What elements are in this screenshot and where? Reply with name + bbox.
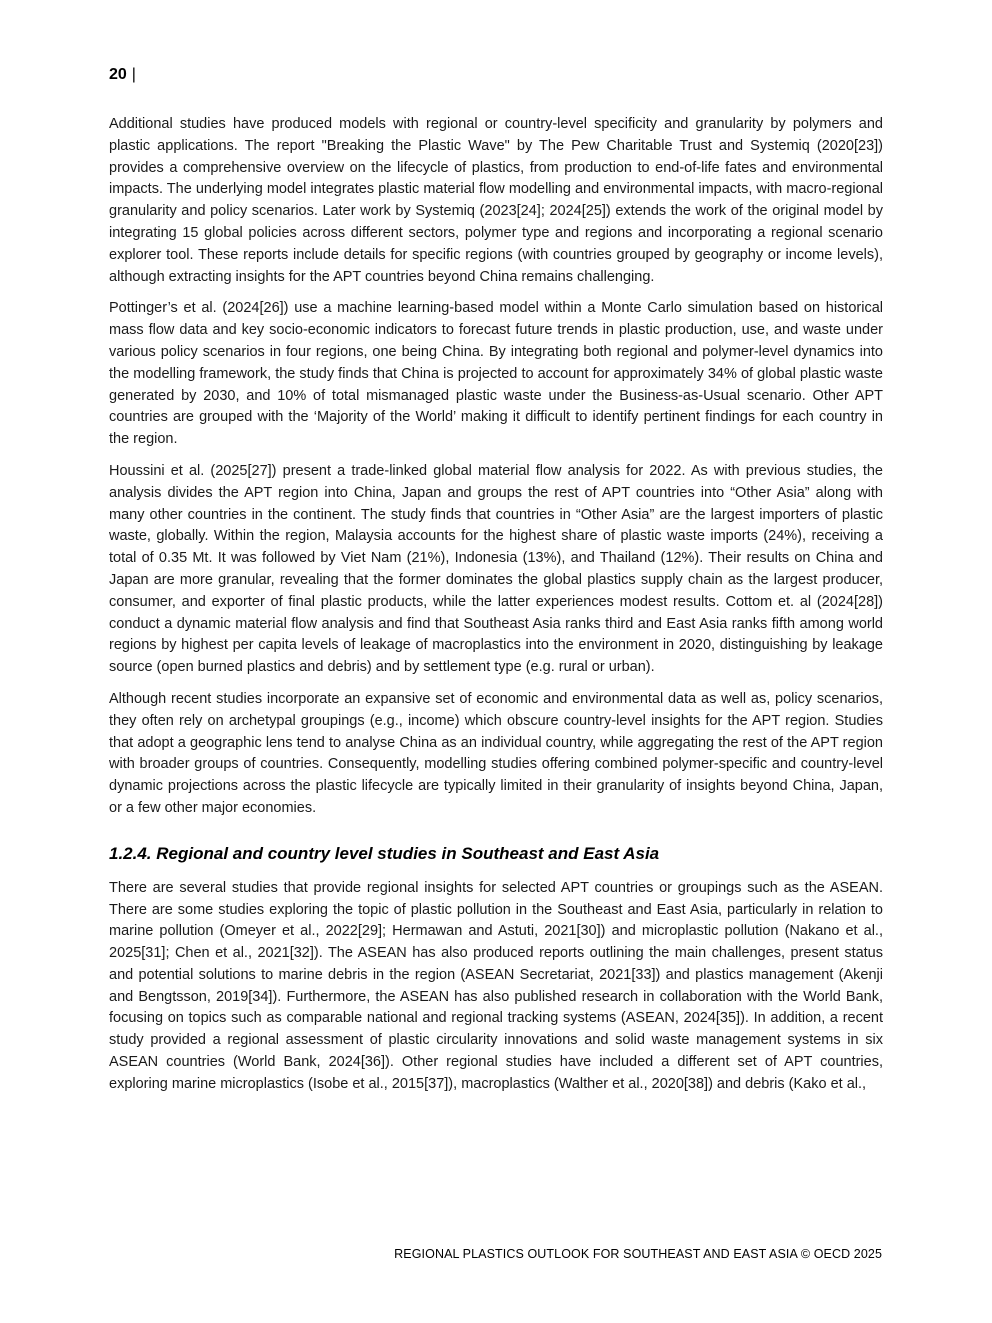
page-number bbox=[109, 66, 136, 84]
paragraph-houssini: Houssini et al. (2025[27]) present a trade-linked global material flow analysis for 2022. As with previous studies, the analysis divides the APT region into China, Japan and groups the rest of APT countries into “Other Asia” along with many other countries in the continent. The study finds that countries in “Other Asia” are the largest importers of plastic waste, globally. Within the region, Malaysia accounts for the highest share of plastic waste imports (24%), receiving a total of 0.35 Mt. It was followed by Viet Nam (21%), Indonesia (13%), and Thailand (12%). Their results on China and Japan are more granular, revealing that the former dominates the global plastics supply chain as the largest producer, consumer, and exporter of final plastic products, while the latter experiences modest results. Cottom et. al (2024[28]) conduct a dynamic material flow analysis and find that Southeast Asia ranks third and East Asia ranks fifth among world regions by highest per capita levels of leakage of macroplastics into the environment in 2020, distinguishing by leakage source (open burned plastics and debris) and by settlement type (e.g. rural or urban). bbox=[109, 462, 883, 676]
section-heading: 1.2.4. Regional and country level studies in Southeast and East Asia bbox=[109, 843, 660, 863]
page-footer: REGIONAL PLASTICS OUTLOOK FOR SOUTHEAST AND EAST ASIA © OECD 2025 bbox=[394, 1247, 882, 1261]
page-number-value: 20 bbox=[109, 66, 127, 83]
paragraph-regional-studies: There are several studies that provide regional insights for selected APT countries or groupings such as the ASEAN. There are some studies exploring the topic of plastic pollution in the Southeast and East Asia, particularly in relation to marine pollution (Omeyer et al., 2022[29]; Hermawan and Astuti, 2021[30]) and microplastic pollution (Nakano et al., 2025[31]; Chen et al., 2021[32]). The ASEAN has also produced reports outlining the main challenges, present status and potential solutions to marine debris in the region (ASEAN Secretariat, 2021[33]) and plastics management (Akenji and Bengtsson, 2019[34]). Furthermore, the ASEAN has also published research in collaboration with the World Bank, focusing on topics such as comparable national and regional tracking systems (ASEAN, 2024[35]). In addition, a recent study provided a regional assessment of plastic circularity innovations and solid waste management systems in six ASEAN countries (World Bank, 2024[36]). Other regional studies have included a different set of APT countries, exploring marine microplastics (Isobe et al., 2015[37]), macroplastics (Walther et al., 2020[38]) and debris (Kako et al., bbox=[109, 879, 883, 1092]
paragraph-breaking-plastic-wave: Additional studies have produced models with regional or country-level specificity and granularity by polymers and plastic applications. The report "Breaking the Plastic Wave" by The Pew Charitable Trust and Systemiq (2020[23]) provides a comprehensive overview on the lifecycle of plastics, from production to end-of-life fates and environmental impacts. The underlying model integrates plastic material flow modelling and environmental impacts, with macro-regional granularity and policy scenarios. Later work by Systemiq (2023[24]; 2024[25]) extends the work of the original model by integrating 15 global policies across different sectors, polymer type and regions and incorporating a regional scenario explorer tool. These reports include details for specific regions (with countries grouped by geography or income levels), although extracting insights for the APT countries beyond China remains challenging. bbox=[109, 116, 883, 285]
page-number-separator: | bbox=[131, 66, 136, 83]
paragraph-recent-studies: Although recent studies incorporate an expansive set of economic and environmental data as well as, policy scenarios, they often rely on archetypal groupings (e.g., income) which obscure country-level insights for the APT region. Studies that adopt a geographic lens tend to analyse China as an individual country, while aggregating the rest of the APT region with broader groups of countries. Consequently, modelling studies offering combined polymer-specific and country-level dynamic projections across the plastic lifecycle are typically limited in their granularity of insights beyond China, Japan, or a few other major economies. bbox=[109, 690, 883, 816]
paragraph-pottinger: Pottinger’s et al. (2024[26]) use a machine learning-based model within a Monte Carlo simulation based on historical mass flow data and key socio-economic indicators to forecast future trends in plastic production, use, and waste under various policy scenarios in four regions, one being China. By integrating both regional and polymer-level dynamics into the modelling framework, the study finds that China is projected to account for approximately 34% of global plastic waste generated by 2030, and 10% of total mismanaged plastic waste under the Business-as-Usual scenario. Other APT countries are grouped with the ‘Majority of the World’ making it difficult to identify pertinent findings for each country in the region. bbox=[109, 300, 883, 448]
main-content bbox=[109, 114, 883, 1106]
